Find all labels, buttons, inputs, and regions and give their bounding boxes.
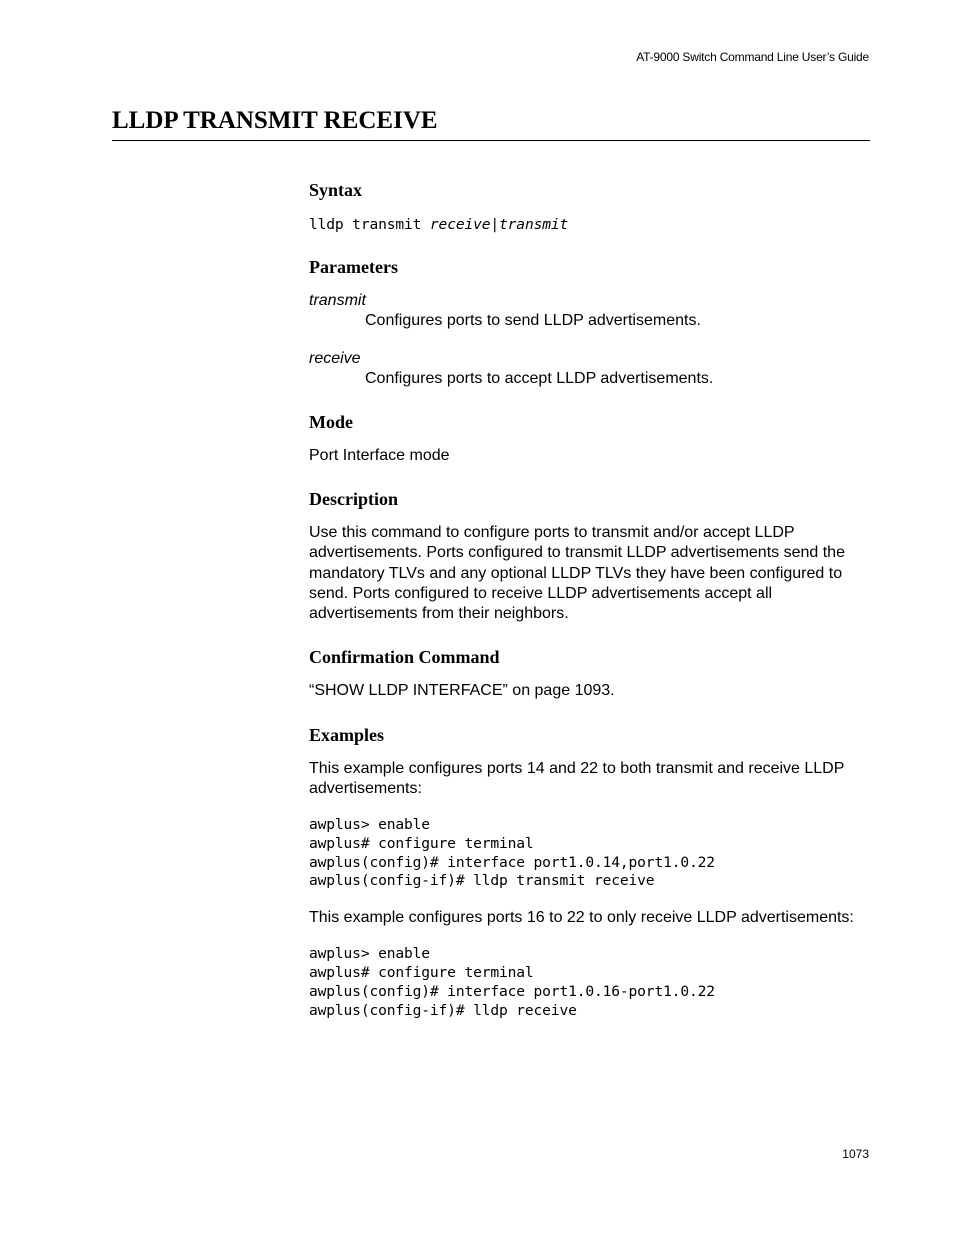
parameter-item (309, 291, 864, 331)
parameter-item (309, 349, 864, 389)
syntax-command (309, 216, 864, 235)
confirmation-heading: Confirmation Command (309, 647, 500, 668)
mode-text: Port Interface mode (309, 446, 450, 464)
syntax-heading: Syntax (309, 180, 363, 200)
parameter-description: Configures ports to accept LLDP advertisements. (365, 369, 714, 387)
syntax-separator: | (490, 216, 500, 233)
parameter-name: receive (309, 349, 361, 367)
parameters-heading: Parameters (309, 256, 398, 277)
parameter-description: Configures ports to send LLDP advertisements. (365, 311, 701, 329)
mode-heading: Mode (309, 411, 353, 432)
parameter-name: transmit (309, 291, 366, 309)
main-content (309, 176, 864, 1020)
description-text: Use this command to configure ports to transmit and/or accept LLDP advertisements. Ports configured to transmit LLDP advertisements send the mandatory TLVs and any optional LLDP TLVs they have been configured to send. Ports configured to receive LLDP advertisements accept all advertisements from their neighbors. (309, 524, 845, 623)
title-rule (112, 140, 870, 141)
example-intro: This example configures ports 14 and 22 to both transmit and receive LLDP advertisements: (309, 759, 845, 798)
page-number: 1073 (842, 1147, 869, 1161)
syntax-command-text: lldp transmit (309, 216, 430, 233)
page-title: LLDP TRANSMIT RECEIVE (112, 107, 438, 134)
examples-heading: Examples (309, 724, 385, 745)
example-code: awplus> enable awplus# configure terminal awplus(config)# interface port1.0.16-port1.0.22 awplus(config-if)# lldp receive (309, 945, 715, 1019)
syntax-arg-transmit: transmit (499, 216, 569, 233)
example-code: awplus> enable awplus# configure terminal awplus(config)# interface port1.0.14,port1.0.22 awplus(config-if)# lldp transmit receive (309, 816, 715, 890)
example-intro: This example configures ports 16 to 22 to only receive LLDP advertisements: (309, 909, 854, 927)
syntax-arg-receive: receive (429, 216, 491, 233)
confirmation-text: “SHOW LLDP INTERFACE” on page 1093. (309, 682, 615, 700)
running-header: AT-9000 Switch Command Line User’s Guide (636, 50, 869, 64)
description-heading: Description (309, 489, 398, 509)
